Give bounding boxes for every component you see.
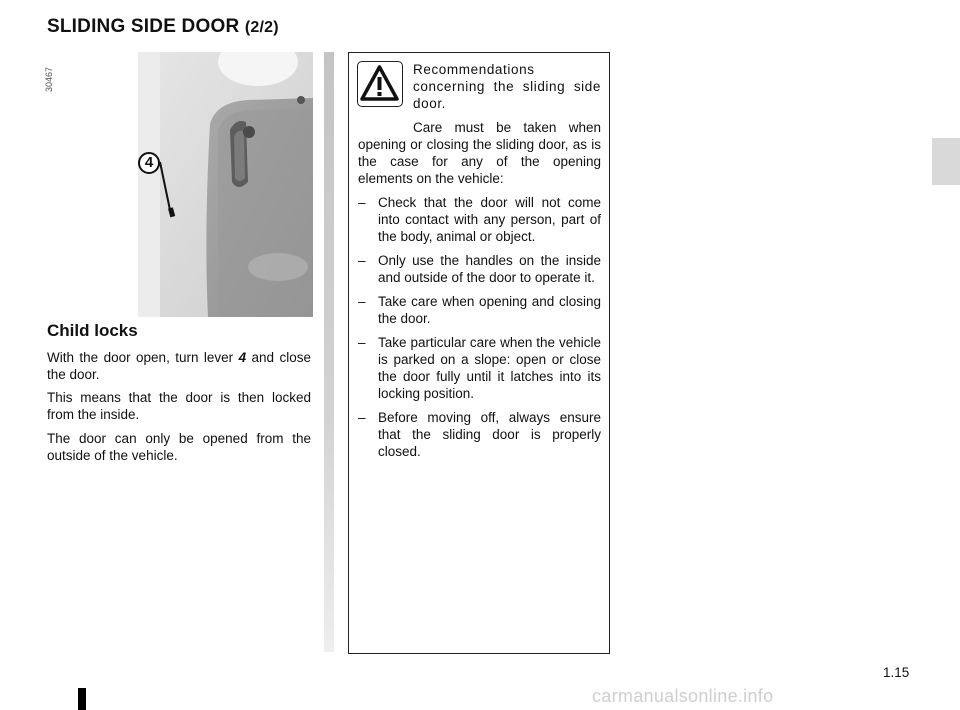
page-title [47, 16, 279, 38]
bullet-dash: – [358, 195, 366, 210]
list-item [358, 252, 601, 286]
list-item [358, 334, 601, 402]
chapter-tab [932, 138, 960, 185]
bullet-dash: – [358, 294, 366, 309]
list-item-text: Take particular care when the vehicle is parked on a slope: open or close the door fully until it latches into its locking position. [378, 335, 601, 401]
figure-reference-code: 30467 [44, 66, 54, 92]
watermark: carmanualsonline.info [592, 686, 774, 706]
warning-box [348, 52, 610, 654]
list-item [358, 194, 601, 245]
section-heading-child-locks: Child locks [47, 321, 138, 340]
text-run: With the door open, turn lever [47, 350, 239, 365]
list-item-text: Check that the door will not come into contact with any person, part of the body, animal or object. [378, 195, 601, 244]
text-run: and close the door. [47, 350, 311, 382]
bullet-dash: – [358, 410, 366, 425]
list-item [358, 293, 601, 327]
warning-body [358, 119, 601, 460]
column-divider [324, 52, 334, 652]
list-item-text: Before moving off, always ensure that the sliding door is properly closed. [378, 410, 601, 459]
list-item-text: Take care when opening and closing the door. [378, 294, 601, 326]
child-locks-paragraph-2 [47, 389, 311, 423]
warning-intro: Care must be taken when opening or closing the sliding door, as is the case for any of the opening elements on the vehicle: [358, 120, 601, 186]
bullet-dash: – [358, 335, 366, 350]
bullet-dash: – [358, 253, 366, 268]
text-run: This means that the door is then locked from the inside. [47, 390, 311, 422]
door-lever-photo [138, 52, 313, 317]
callout-label: 4 [144, 154, 154, 171]
list-item-text: Only use the handles on the inside and outside of the door to operate it. [378, 253, 601, 285]
page-title-part: (2/2) [244, 19, 279, 36]
warning-triangle-icon [357, 61, 403, 107]
page-title-main: SLIDING SIDE DOOR [47, 16, 240, 37]
list-item [358, 409, 601, 460]
lever-reference: 4 [238, 350, 247, 365]
text-run: The door can only be opened from the outside of the vehicle. [47, 431, 311, 463]
child-locks-paragraph-1 [47, 349, 311, 383]
child-locks-paragraph-3 [47, 430, 311, 464]
crop-mark [78, 688, 86, 710]
callout-marker [138, 152, 160, 174]
warning-heading: Recommendations concerning the sliding side door. [413, 62, 601, 111]
page-number: 1.15 [883, 665, 910, 680]
